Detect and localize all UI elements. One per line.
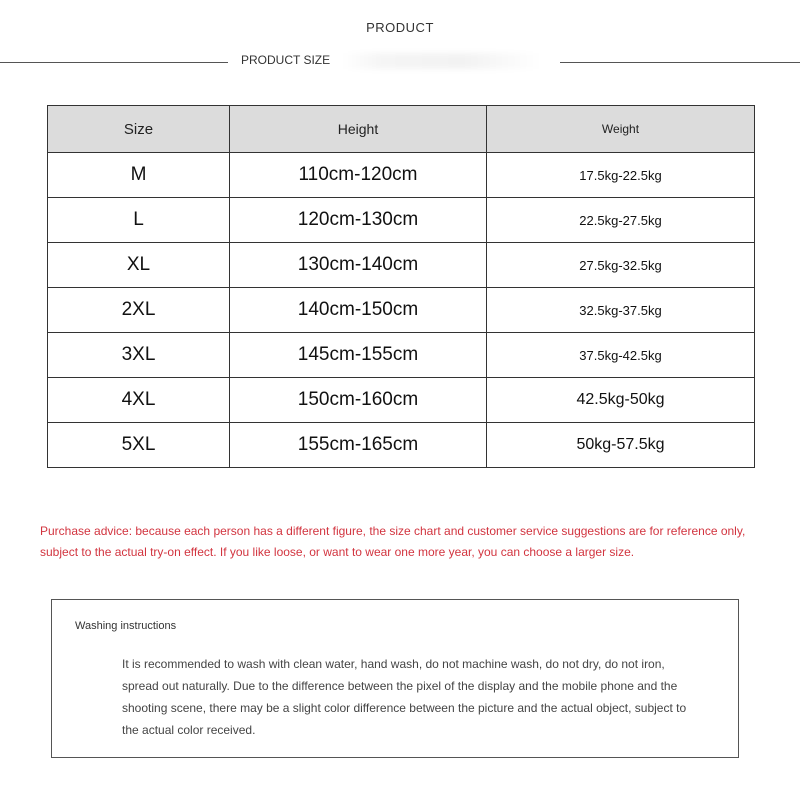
size-cell: L [48, 198, 230, 243]
section-subtitle: PRODUCT SIZE [241, 53, 331, 67]
height-cell: 110cm-120cm [230, 153, 487, 198]
divider-right [560, 62, 800, 63]
column-header-weight: Weight [487, 106, 755, 153]
weight-cell: 37.5kg-42.5kg [487, 333, 755, 378]
divider-left [0, 62, 228, 63]
table-header-row [48, 106, 755, 153]
column-header-size: Size [48, 106, 230, 153]
table-row [48, 198, 755, 243]
height-cell: 130cm-140cm [230, 243, 487, 288]
table-row [48, 378, 755, 423]
height-cell: 120cm-130cm [230, 198, 487, 243]
column-header-height: Height [230, 106, 487, 153]
size-cell: M [48, 153, 230, 198]
purchase-advice: Purchase advice: because each person has a different figure, the size chart and customer service suggestions are for reference only, subject to the actual try-on effect. If you like loose, or want to wear one more year, you can choose a larger size. [40, 524, 746, 559]
height-cell: 145cm-155cm [230, 333, 487, 378]
height-cell: 150cm-160cm [230, 378, 487, 423]
size-cell: 3XL [48, 333, 230, 378]
washing-text: It is recommended to wash with clean water, hand wash, do not machine wash, do not dry, do not iron, spread out naturally. Due to the difference between the pixel of the display and the mobile phone and the shooting scene, there may be a slight color difference between the picture and the actual object, subject to the actual color received. [122, 657, 687, 737]
height-cell: 140cm-150cm [230, 288, 487, 333]
weight-cell: 17.5kg-22.5kg [487, 153, 755, 198]
size-chart-table [47, 105, 755, 468]
table-row [48, 288, 755, 333]
size-cell: 2XL [48, 288, 230, 333]
faded-watermark [342, 53, 542, 69]
page-title: PRODUCT [366, 20, 434, 35]
table-row [48, 333, 755, 378]
washing-instructions-box [51, 599, 739, 758]
height-cell: 155cm-165cm [230, 423, 487, 468]
size-cell: 4XL [48, 378, 230, 423]
table-row [48, 153, 755, 198]
weight-cell: 22.5kg-27.5kg [487, 198, 755, 243]
weight-cell: 27.5kg-32.5kg [487, 243, 755, 288]
size-cell: 5XL [48, 423, 230, 468]
weight-cell: 42.5kg-50kg [487, 378, 755, 423]
weight-cell: 50kg-57.5kg [487, 423, 755, 468]
weight-cell: 32.5kg-37.5kg [487, 288, 755, 333]
table-row [48, 243, 755, 288]
size-cell: XL [48, 243, 230, 288]
table-row [48, 423, 755, 468]
washing-title: Washing instructions [75, 620, 177, 632]
